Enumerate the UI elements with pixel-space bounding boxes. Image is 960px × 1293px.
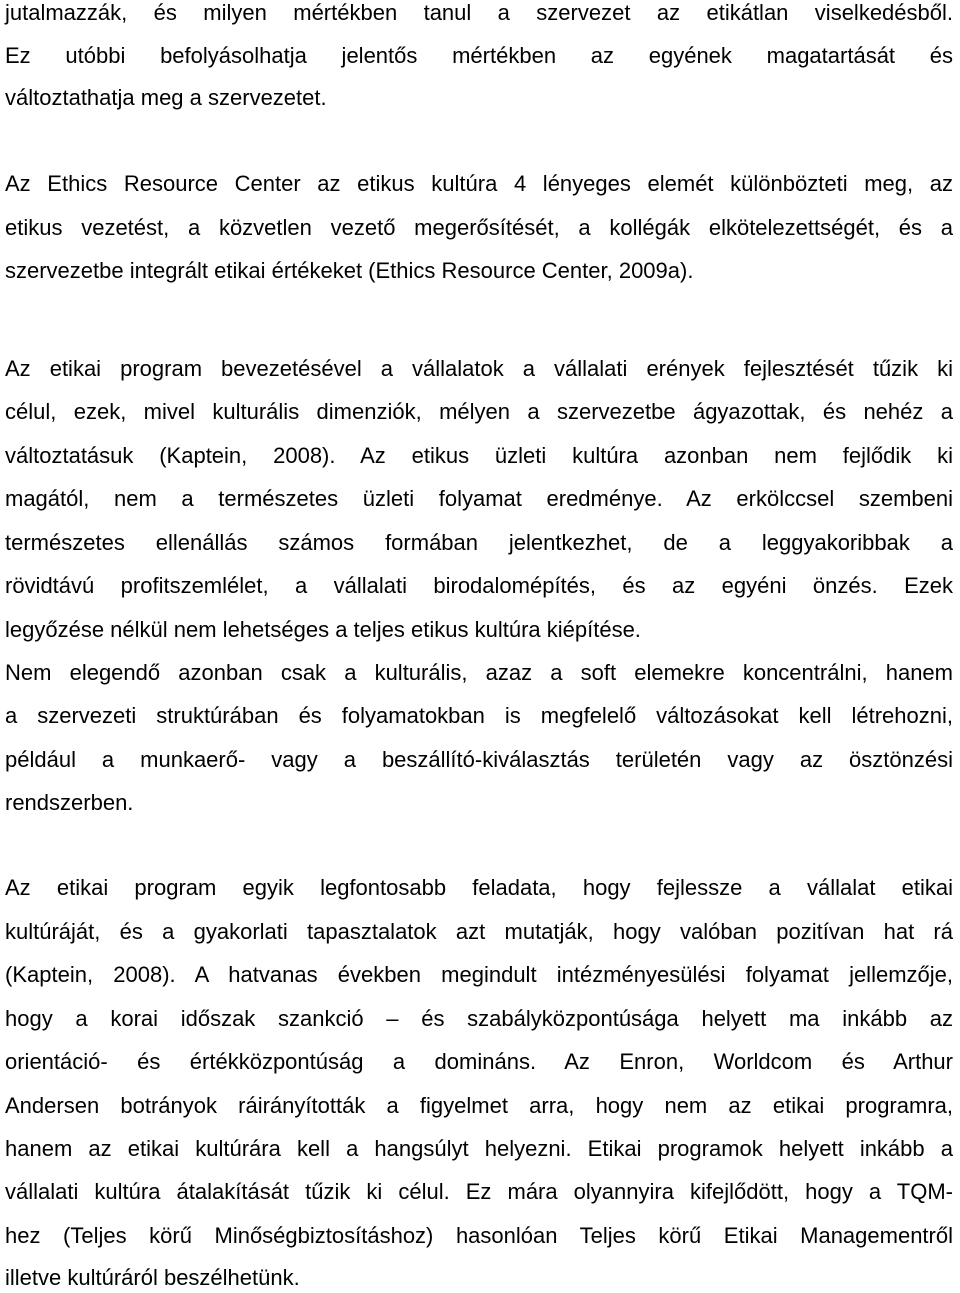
text-line: hanem az etikai kultúrára kell a hangsúlyt helyezni. Etikai programok helyett inkább a [5,1136,953,1161]
text-line: legyőzése nélkül nem lehetséges a teljes etikus kultúra kiépítése. [5,617,641,642]
text-line: vállalati kultúra átalakítását tűzik ki célul. Ez mára olyannyira kifejlődött, hogy a TQM- [5,1179,953,1204]
text-line: Andersen botrányok ráirányították a figyelmet arra, hogy nem az etikai programra, [5,1093,953,1118]
text-line: például a munkaerő- vagy a beszállító-kiválasztás területén vagy az ösztönzési [5,747,953,772]
text-line: rövidtávú profitszemlélet, a vállalati birodalomépítés, és az egyéni önzés. Ezek [5,573,953,598]
text-line: természetes ellenállás számos formában jelentkezhet, de a leggyakoribbak a [5,530,953,555]
text-line: szervezetbe integrált etikai értékeket (Ethics Resource Center, 2009a). [5,258,694,283]
text-line: orientáció- és értékközpontúság a domináns. Az Enron, Worldcom és Arthur [5,1049,953,1074]
text-line: célul, ezek, mivel kulturális dimenziók, mélyen a szervezetbe ágyazottak, és nehéz a [5,399,953,424]
text-line: (Kaptein, 2008). A hatvanas években megindult intézményesülési folyamat jellemzője, [5,962,953,987]
text-line: változtatásuk (Kaptein, 2008). Az etikus üzleti kultúra azonban nem fejlődik ki [5,443,953,468]
text-line: hogy a korai időszak szankció – és szabályközpontúsága helyett ma inkább az [5,1006,953,1031]
text-line: Nem elegendő azonban csak a kulturális, azaz a soft elemekre koncentrálni, hanem [5,660,953,685]
text-line: Ez utóbbi befolyásolhatja jelentős mértékben az egyének magatartását és [5,43,953,68]
text-line: a szervezeti struktúrában és folyamatokban is megfelelő változásokat kell létrehozni, [5,703,953,728]
text-line: Az etikai program egyik legfontosabb feladata, hogy fejlessze a vállalat etikai [5,875,953,900]
text-line: etikus vezetést, a közvetlen vezető megerősítését, a kollégák elkötelezettségét, és a [5,215,953,240]
text-line: változtathatja meg a szervezetet. [5,85,327,110]
text-line: rendszerben. [5,790,134,815]
text-line: jutalmazzák, és milyen mértékben tanul a szervezet az etikátlan viselkedésből. [5,0,953,25]
text-line: Az Ethics Resource Center az etikus kultúra 4 lényeges elemét különbözteti meg, az [5,171,953,196]
text-line: magától, nem a természetes üzleti folyamat eredménye. Az erkölccsel szembeni [5,486,953,511]
text-line: Az etikai program bevezetésével a vállalatok a vállalati erények fejlesztését tűzik ki [5,356,953,381]
text-line: kultúráját, és a gyakorlati tapasztalatok azt mutatják, hogy valóban pozitívan hat rá [5,919,953,944]
text-line: illetve kultúráról beszélhetünk. [5,1265,300,1290]
text-line: hez (Teljes körű Minőségbiztosításhoz) hasonlóan Teljes körű Etikai Managementről [5,1223,953,1248]
